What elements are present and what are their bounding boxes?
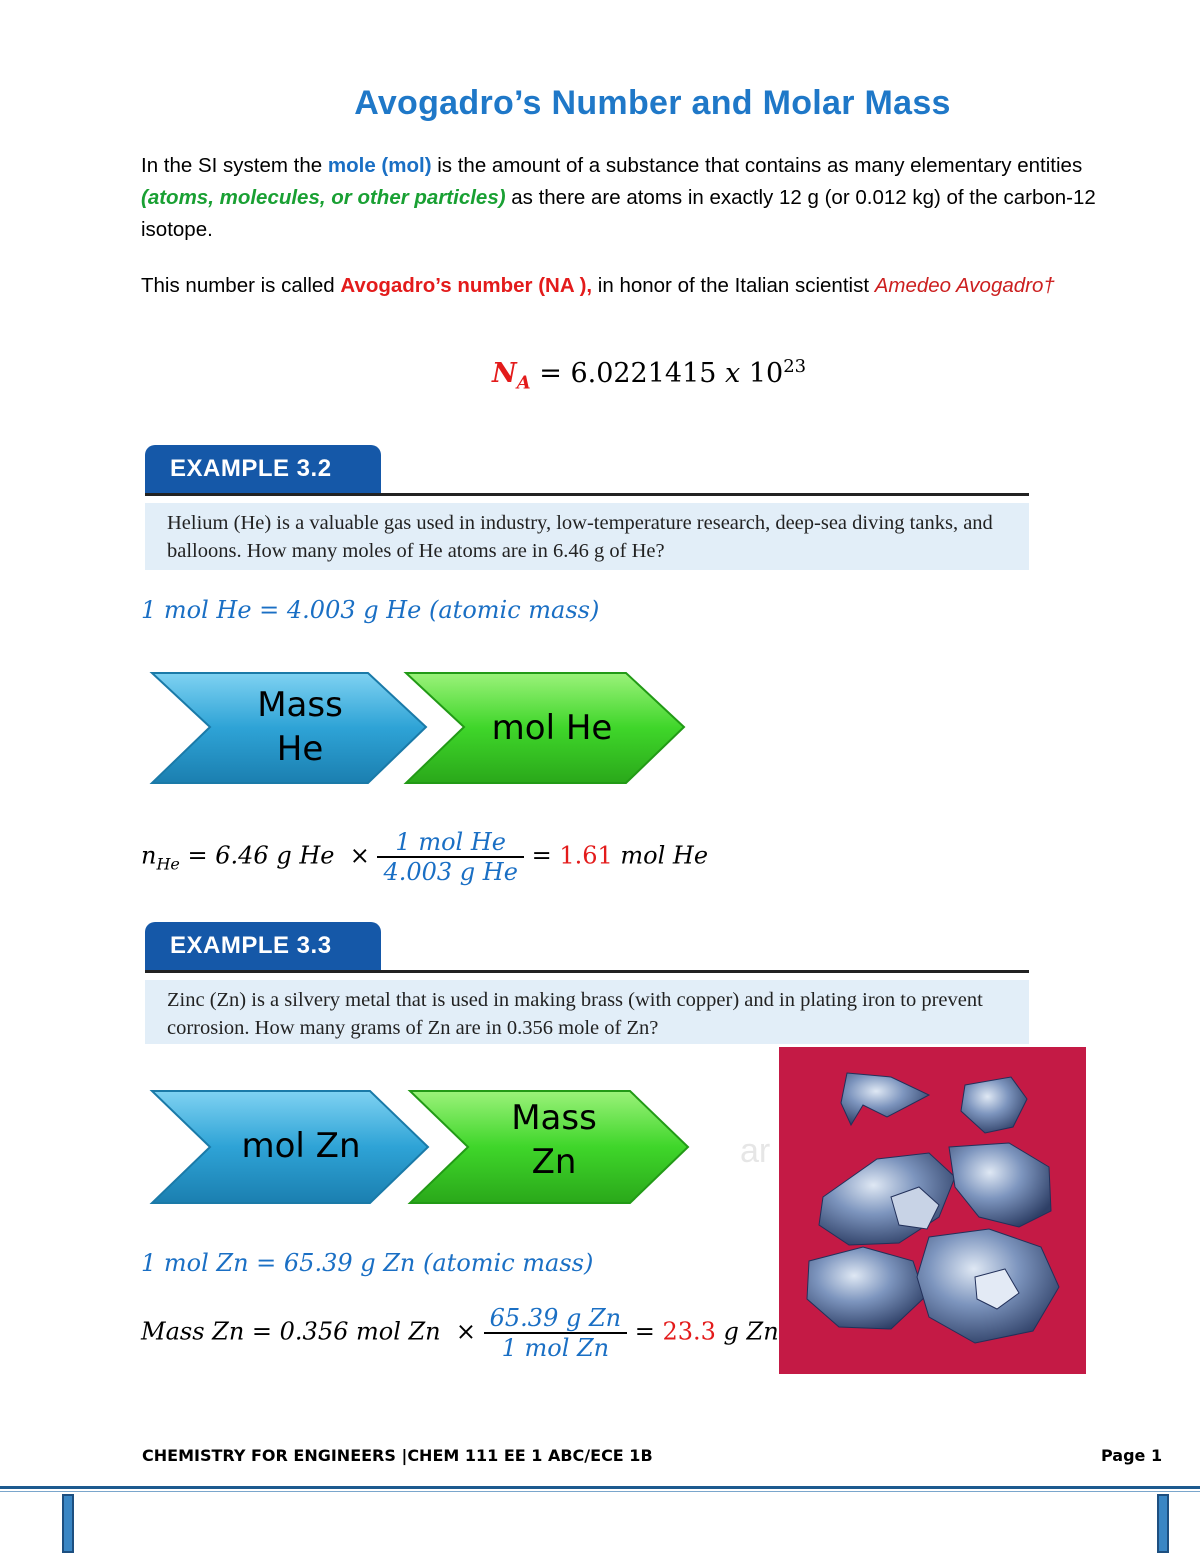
he-fraction (377, 828, 523, 886)
zn-equals: = (627, 1317, 663, 1346)
mass-zn-label-line1: Mass (511, 1098, 597, 1138)
he-result: 1.61 (559, 841, 613, 870)
avogadro-text-2: in honor of the Italian scientist (592, 274, 875, 297)
example-3-3-tab: EXAMPLE 3.3 (145, 922, 381, 970)
na-value: = 6.0221415 (530, 358, 726, 389)
he-fraction-denominator: 4.003 g He (377, 856, 523, 886)
he-fraction-numerator: 1 mol He (395, 828, 506, 856)
zn-conversion: 1 mol Zn = 65.39 g Zn (atomic mass) (141, 1249, 594, 1277)
na-base: 10 (740, 358, 784, 389)
entities-term: (atoms, molecules, or other particles) (141, 186, 506, 209)
zn-result: 23.3 (662, 1317, 716, 1346)
mass-zn-label (484, 1096, 624, 1184)
mole-term: mole (mol) (327, 154, 432, 177)
avogadro-paragraph (141, 270, 1101, 302)
na-equation (492, 356, 806, 393)
he-conversion: 1 mol He = 4.003 g He (atomic mass) (141, 596, 600, 624)
mol-zn-label: mol Zn (241, 1126, 361, 1166)
zinc-photo (779, 1047, 1086, 1374)
he-n-sub: He (156, 854, 180, 874)
intro-text-3: as there are atoms in exactly 12 g (or 0.012 kg) of the carbon-12 isotope. (141, 186, 1096, 241)
scientist-name: Amedeo Avogadro† (874, 274, 1055, 297)
na-exponent: 23 (783, 356, 807, 377)
he-equals: = (523, 841, 560, 870)
footer-course: CHEMISTRY FOR ENGINEERS |CHEM 111 EE 1 ABC/ECE 1B (142, 1446, 653, 1465)
page-title: Avogadro’s Number and Molar Mass (354, 84, 951, 122)
zn-calculation (141, 1304, 779, 1362)
footer-right-bar (1157, 1494, 1169, 1553)
example-3-3-rule (145, 970, 1029, 973)
example-3-2-tab: EXAMPLE 3.2 (145, 445, 381, 493)
zn-lhs: Mass Zn = 0.356 mol Zn × (141, 1317, 476, 1346)
he-n: n (141, 841, 157, 870)
example-3-2-rule (145, 493, 1029, 496)
example-3-2-problem: Helium (He) is a valuable gas used in industry, low-temperature research, deep-sea diving tanks, and balloons. How many moles of He atoms are in 6.46 g of He? (145, 503, 1029, 570)
avogadro-name: Avogadro’s number (NA ), (340, 274, 593, 297)
mass-he-label (232, 683, 368, 771)
he-calculation (141, 828, 708, 886)
footer-border-line-thin (0, 1491, 1200, 1492)
mass-he-label-line1: Mass (257, 685, 343, 725)
zn-result-unit: g Zn (715, 1317, 779, 1346)
he-lhs: = 6.46 g He × (179, 841, 370, 870)
zn-fraction-numerator: 65.39 g Zn (489, 1304, 622, 1332)
mass-he-label-line2: He (276, 729, 324, 769)
na-symbol: N (492, 358, 517, 389)
he-result-unit: mol He (612, 841, 709, 870)
footer-left-bar (62, 1494, 74, 1553)
zn-fraction-denominator: 1 mol Zn (484, 1332, 627, 1362)
na-subscript: A (516, 372, 531, 394)
intro-text-2: is the amount of a substance that contains as many elementary entities (431, 154, 1083, 177)
photo-overlay-text: ar (740, 1132, 771, 1170)
example-3-3-problem: Zinc (Zn) is a silvery metal that is used in making brass (with copper) and in plating iron to prevent corrosion. How many grams of Zn are in 0.356 mole of Zn? (145, 980, 1029, 1044)
mol-he-label: mol He (491, 708, 613, 748)
intro-paragraph (141, 150, 1151, 246)
footer-page-number: Page 1 (1101, 1446, 1163, 1465)
avogadro-text-1: This number is called (141, 274, 341, 297)
zn-fraction (484, 1304, 627, 1362)
mass-zn-label-line2: Zn (531, 1142, 577, 1182)
na-times: x (725, 358, 741, 389)
footer-border-line (0, 1486, 1200, 1489)
intro-text-1: In the SI system the (141, 154, 328, 177)
